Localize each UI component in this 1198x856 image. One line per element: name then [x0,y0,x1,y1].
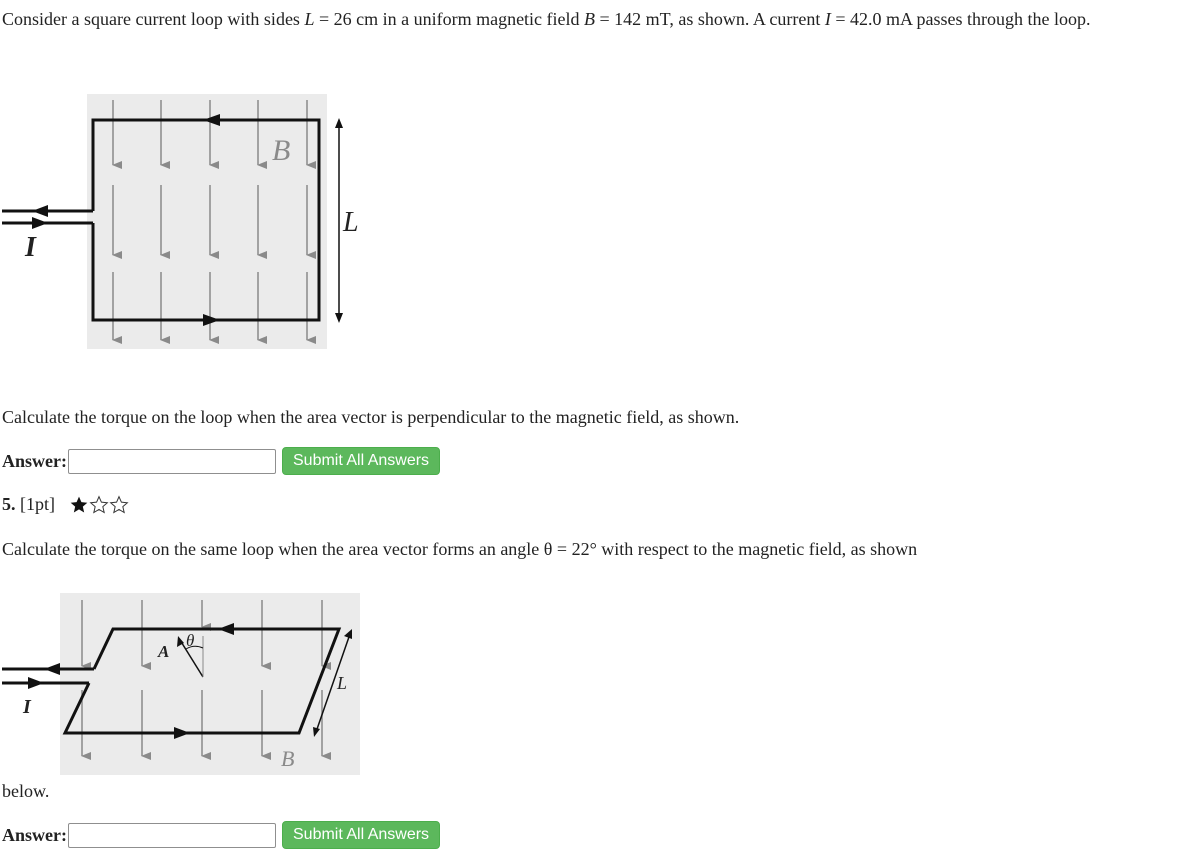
question-5-answer-input[interactable] [68,823,276,848]
intro-text-4: = 42.0 mA passes through the loop. [830,9,1091,29]
star-empty-icon [109,495,129,515]
label-B: B [272,134,291,167]
var-L: L [304,9,315,29]
label-theta: θ [186,631,195,650]
tilted-loop-figure [0,590,365,780]
field-region [60,593,360,775]
answer-label: Answer: [2,450,67,471]
current-arrow-in [32,217,48,229]
question-4-answer-row [2,447,440,475]
label-L: L [337,673,348,693]
label-A: A [158,642,170,661]
var-B: B [584,9,596,29]
current-arrow-out [44,663,60,675]
question-4-answer-input[interactable] [68,449,276,474]
var-I: I [824,9,831,29]
label-B: B [281,746,295,771]
current-arrow-out [32,205,48,217]
question-points: [1pt] [20,494,55,514]
difficulty-rating [69,495,129,515]
intro-text-3: = 142 mT, as shown. A current [595,9,825,29]
label-L: L [343,207,359,238]
question-number: 5. [2,494,16,514]
intro-text-2: = 26 cm in a uniform magnetic field [314,9,585,29]
question-5-text: Calculate the torque on the same loop when the area vector forms an angle θ = 22° with respect to the magnetic field, as shown [2,539,918,559]
intro-text-1: Consider a square current loop with sides [2,9,305,29]
star-filled-icon [69,495,89,515]
field-region [87,94,327,349]
square-loop-figure [0,90,360,355]
label-I: I [23,696,31,718]
answer-label: Answer: [2,824,67,845]
star-empty-icon [89,495,109,515]
question-5-header [2,494,129,515]
submit-all-answers-button[interactable]: Submit All Answers [282,821,440,849]
submit-all-answers-button[interactable]: Submit All Answers [282,447,440,475]
question-5-continuation: below. [2,781,50,801]
label-I: I [25,232,36,263]
current-arrow-in [28,677,44,689]
question-4-text: Calculate the torque on the loop when the area vector is perpendicular to the magnetic field, as shown. [2,407,740,427]
question-5-answer-row [2,821,440,849]
problem-intro [2,9,1090,30]
